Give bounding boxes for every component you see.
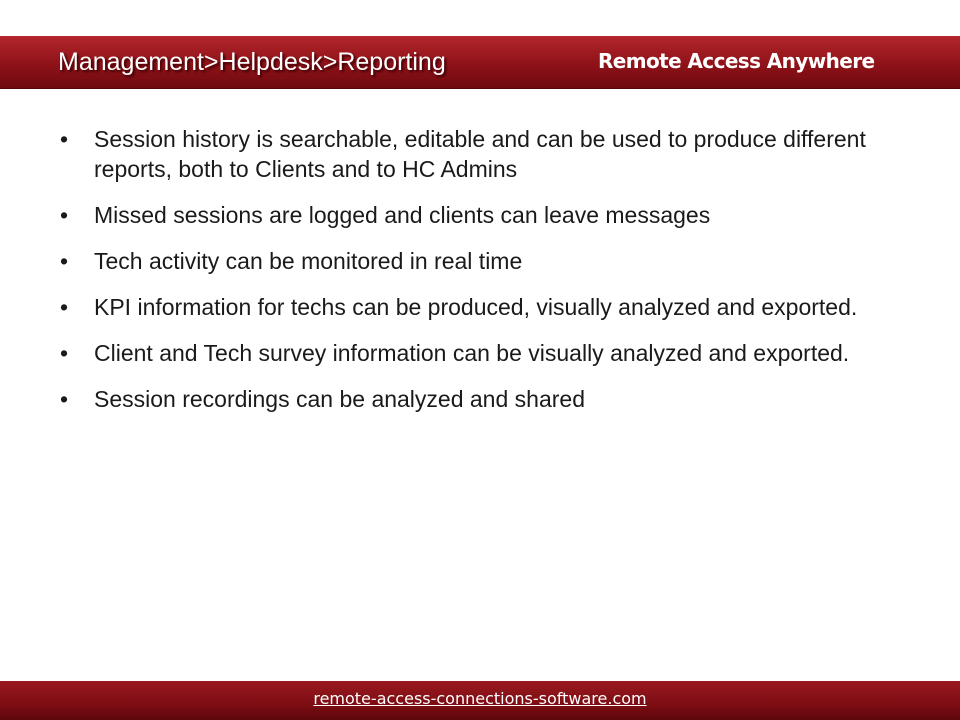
bullet-icon: • [60,294,69,320]
bullet-text: Client and Tech survey information can be visually analyzed and exported. [94,340,850,366]
bullet-text: Missed sessions are logged and clients can leave messages [94,202,711,228]
bullet-item [60,246,900,276]
bullet-text: Session recordings can be analyzed and shared [94,386,585,412]
bullet-icon: • [60,126,69,152]
bullet-text: Tech activity can be monitored in real time [94,248,523,274]
title-bar [0,36,960,89]
bullet-item [60,384,900,414]
bullet-icon: • [60,386,69,412]
bullet-text: Session history is searchable, editable and can be used to produce different reports, both to Clients and to HC Admins [94,126,866,182]
brand-logo-text: Remote Access Anywhere [598,49,875,73]
bullet-icon: • [60,202,69,228]
bullet-icon: • [60,248,69,274]
bullet-item [60,200,900,230]
footer-bar [0,681,960,720]
bullet-item [60,292,900,322]
website-link[interactable]: remote-access-connections-software.com [313,689,647,708]
bullet-icon: • [60,340,69,366]
bullet-item [60,124,900,184]
bullet-text: KPI information for techs can be produced, visually analyzed and exported. [94,294,858,320]
slide-title: Management>Helpdesk>Reporting [58,48,446,76]
bullet-list [60,124,900,430]
bullet-item [60,338,900,368]
